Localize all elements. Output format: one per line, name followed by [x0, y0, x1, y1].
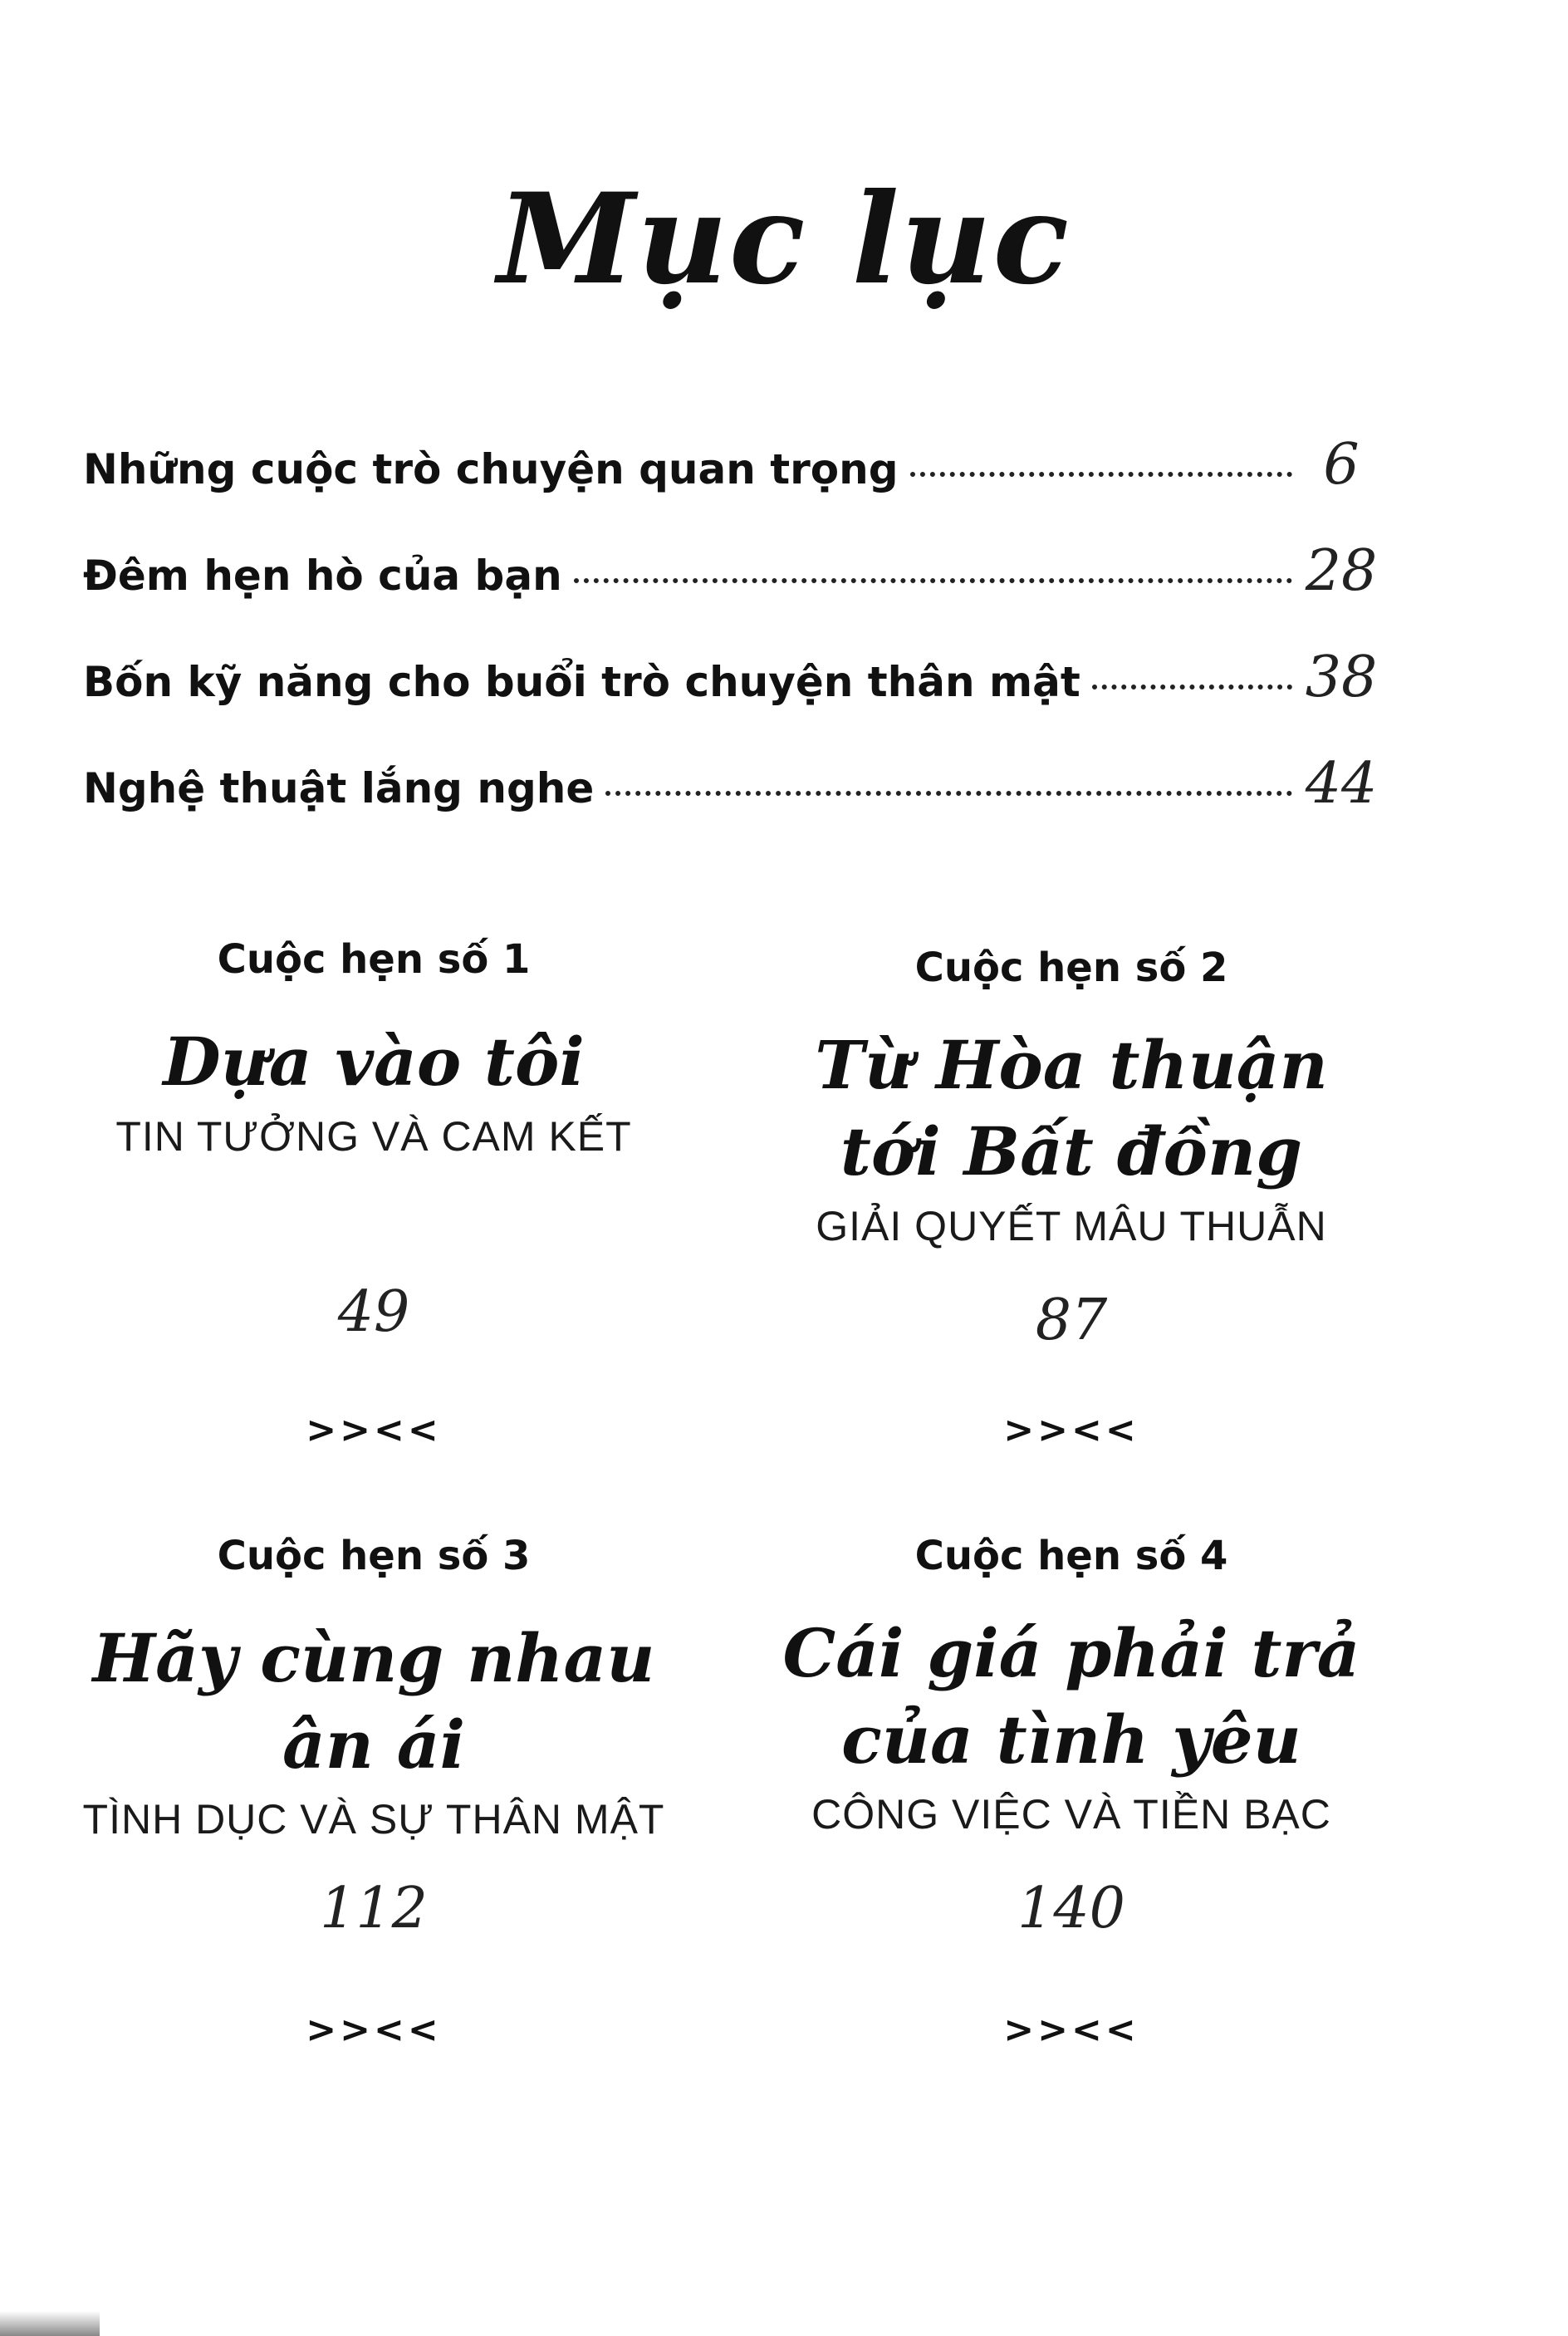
date-section-2: [756, 939, 1387, 1487]
toc-entry-page: 6: [1323, 432, 1360, 498]
page-edge-shadow: [0, 2311, 100, 2336]
date-section-4: [756, 1527, 1387, 2092]
toc-entry-page: 44: [1305, 751, 1378, 817]
section-divider: >><<: [306, 2009, 442, 2051]
toc-entry: [83, 432, 1379, 538]
date-title: Hãy cùng nhau ân ái: [92, 1619, 655, 1784]
toc-entry: [83, 538, 1379, 645]
toc-entry: [83, 751, 1379, 857]
date-subtitle: TÌNH DỤC VÀ SỰ THÂN MẬT: [82, 1796, 665, 1843]
toc-leader-dots: [910, 472, 1292, 477]
date-label: Cuộc hẹn số 2: [914, 945, 1228, 991]
date-label: Cuộc hẹn số 3: [217, 1533, 531, 1579]
toc-leader-dots: [605, 791, 1292, 796]
toc-leader-dots: [574, 578, 1292, 583]
toc-entry-label: Đêm hẹn hò của bạn: [83, 552, 562, 600]
date-page-number: 140: [1017, 1876, 1125, 1941]
toc-entry: [83, 645, 1379, 751]
date-subtitle: GIẢI QUYẾT MÂU THUẪN: [816, 1203, 1327, 1249]
date-label: Cuộc hẹn số 1: [217, 936, 531, 983]
section-divider: >><<: [306, 1409, 442, 1451]
date-subtitle: CÔNG VIỆC VÀ TIỀN BẠC: [811, 1791, 1331, 1838]
date-section-1: [58, 930, 689, 1479]
date-subtitle: TIN TƯỞNG VÀ CAM KẾT: [115, 1113, 632, 1160]
date-title: Từ Hòa thuận tới Bất đồng: [815, 1026, 1328, 1190]
section-divider: >><<: [1003, 1409, 1139, 1451]
page-title: Mục lục: [497, 166, 1071, 312]
date-page-number: 87: [1035, 1288, 1108, 1353]
toc-entry-label: Nghệ thuật lắng nghe: [83, 764, 595, 812]
date-title: Dựa vào tôi: [163, 1023, 585, 1101]
date-label: Cuộc hẹn số 4: [914, 1533, 1228, 1579]
date-title: Cái giá phải trả của tình yêu: [782, 1614, 1360, 1779]
toc-entry-label: Bốn kỹ năng cho buổi trò chuyện thân mật: [83, 658, 1080, 706]
date-page-number: 112: [320, 1876, 428, 1941]
toc-list: [83, 432, 1379, 857]
toc-entry-page: 28: [1305, 538, 1378, 604]
section-divider: >><<: [1003, 2009, 1139, 2051]
date-section-3: [58, 1527, 689, 2092]
toc-leader-dots: [1092, 685, 1292, 690]
date-page-number: 49: [337, 1279, 410, 1345]
toc-entry-page: 38: [1305, 645, 1378, 710]
toc-entry-label: Những cuộc trò chuyện quan trọng: [83, 445, 899, 493]
